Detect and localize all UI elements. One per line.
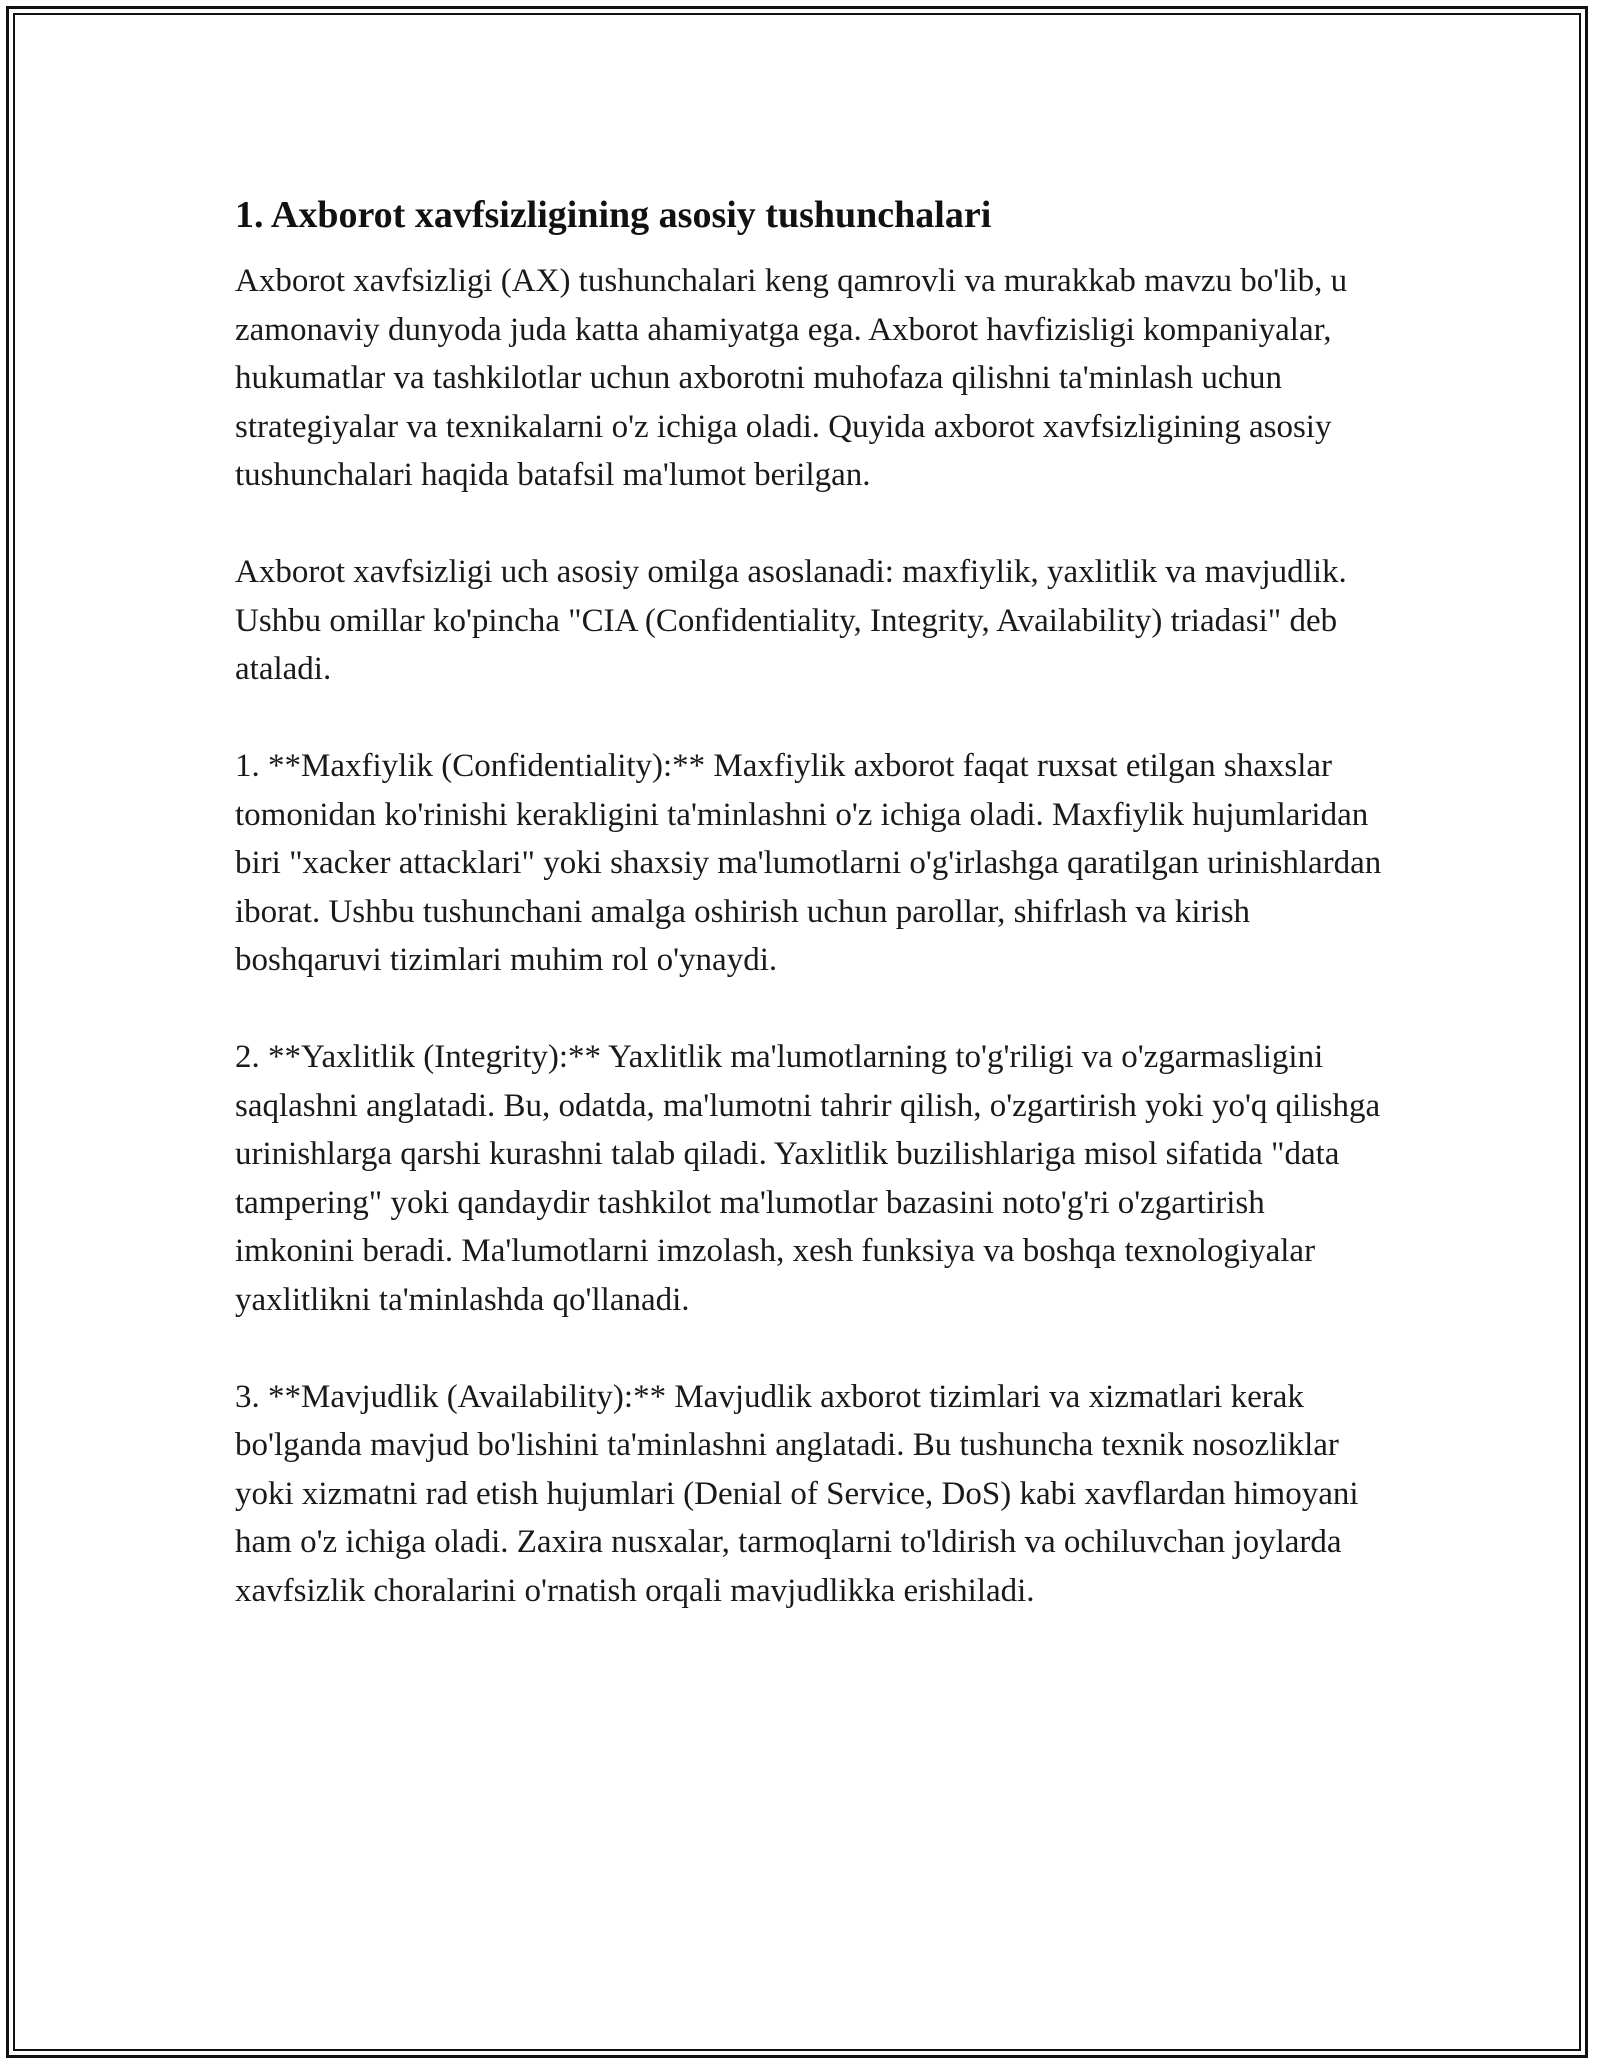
availability-paragraph: 3. **Mavjudlik (Availability):** Mavjudlik axborot tizimlari va xizmatlari kerak bo'lganda mavjud bo'lishini ta'minlashni anglatadi. Bu tushuncha texnik nosozliklar yoki xizmatni rad etish hujumlari (Denial of Service, DoS) kabi xavflardan himoyani ham o'z ichiga oladi. Zaxira nusxalar, tarmoqlarni to'ldirish va ochiluvchan joylarda xavfsizlik choralarini o'rnatish orqali mavjudlikka erishiladi. (235, 1378, 1359, 1609)
cia-triad-paragraph: Axborot xavfsizligi uch asosiy omilga asoslanadi: maxfiylik, yaxlitlik va mavjudlik. Ushbu omillar ko'pincha "CIA (Confidentiality, Integrity, Availability) triadasi" deb ataladi. (235, 554, 1347, 687)
section-title: 1. Axborot xavfsizligining asosiy tushunchalari (235, 194, 992, 236)
integrity-paragraph: 2. **Yaxlitlik (Integrity):** Yaxlitlik ma'lumotlarning to'g'riligi va o'zgarmasligini saqlashni anglatadi. Bu, odatda, ma'lumotni tahrir qilish, o'zgartirish yoki yo'q qilishga urinishlarga qarshi kurashni talab qiladi. Yaxlitlik buzilishlariga misol sifatida "data tampering" yoki qandaydir tashkilot ma'lumotlar bazasini noto'g'ri o'zgartirish imkonini beradi. Ma'lumotlarni imzolash, xesh funksiya va boshqa texnologiyalar yaxlitlikni ta'minlashda qo'llanadi. (235, 1039, 1381, 1318)
confidentiality-paragraph: 1. **Maxfiylik (Confidentiality):** Maxfiylik axborot faqat ruxsat etilgan shaxslar tomonidan ko'rinishi kerakligini ta'minlashni o'z ichiga oladi. Maxfiylik hujumlaridan biri "xacker attacklari" yoki shaxsiy ma'lumotlarni o'g'irlashga qaratilgan urinishlardan iborat. Ushbu tushunchani amalga oshirish uchun parollar, shifrlash va kirish boshqaruvi tizimlari muhim rol o'ynaydi. (235, 748, 1382, 978)
document-body (235, 185, 1385, 1664)
intro-paragraph: Axborot xavfsizligi (AX) tushunchalari keng qamrovli va murakkab mavzu bo'lib, u zamonaviy dunyoda juda katta ahamiyatga ega. Axborot havfizisligi kompaniyalar, hukumatlar va tashkilotlar uchun axborotni muhofaza qilishni ta'minlash uchun strategiyalar va texnikalarni o'z ichiga oladi. Quyida axborot xavfsizligining asosiy tushunchalari haqida batafsil ma'lumot berilgan. (235, 263, 1348, 493)
